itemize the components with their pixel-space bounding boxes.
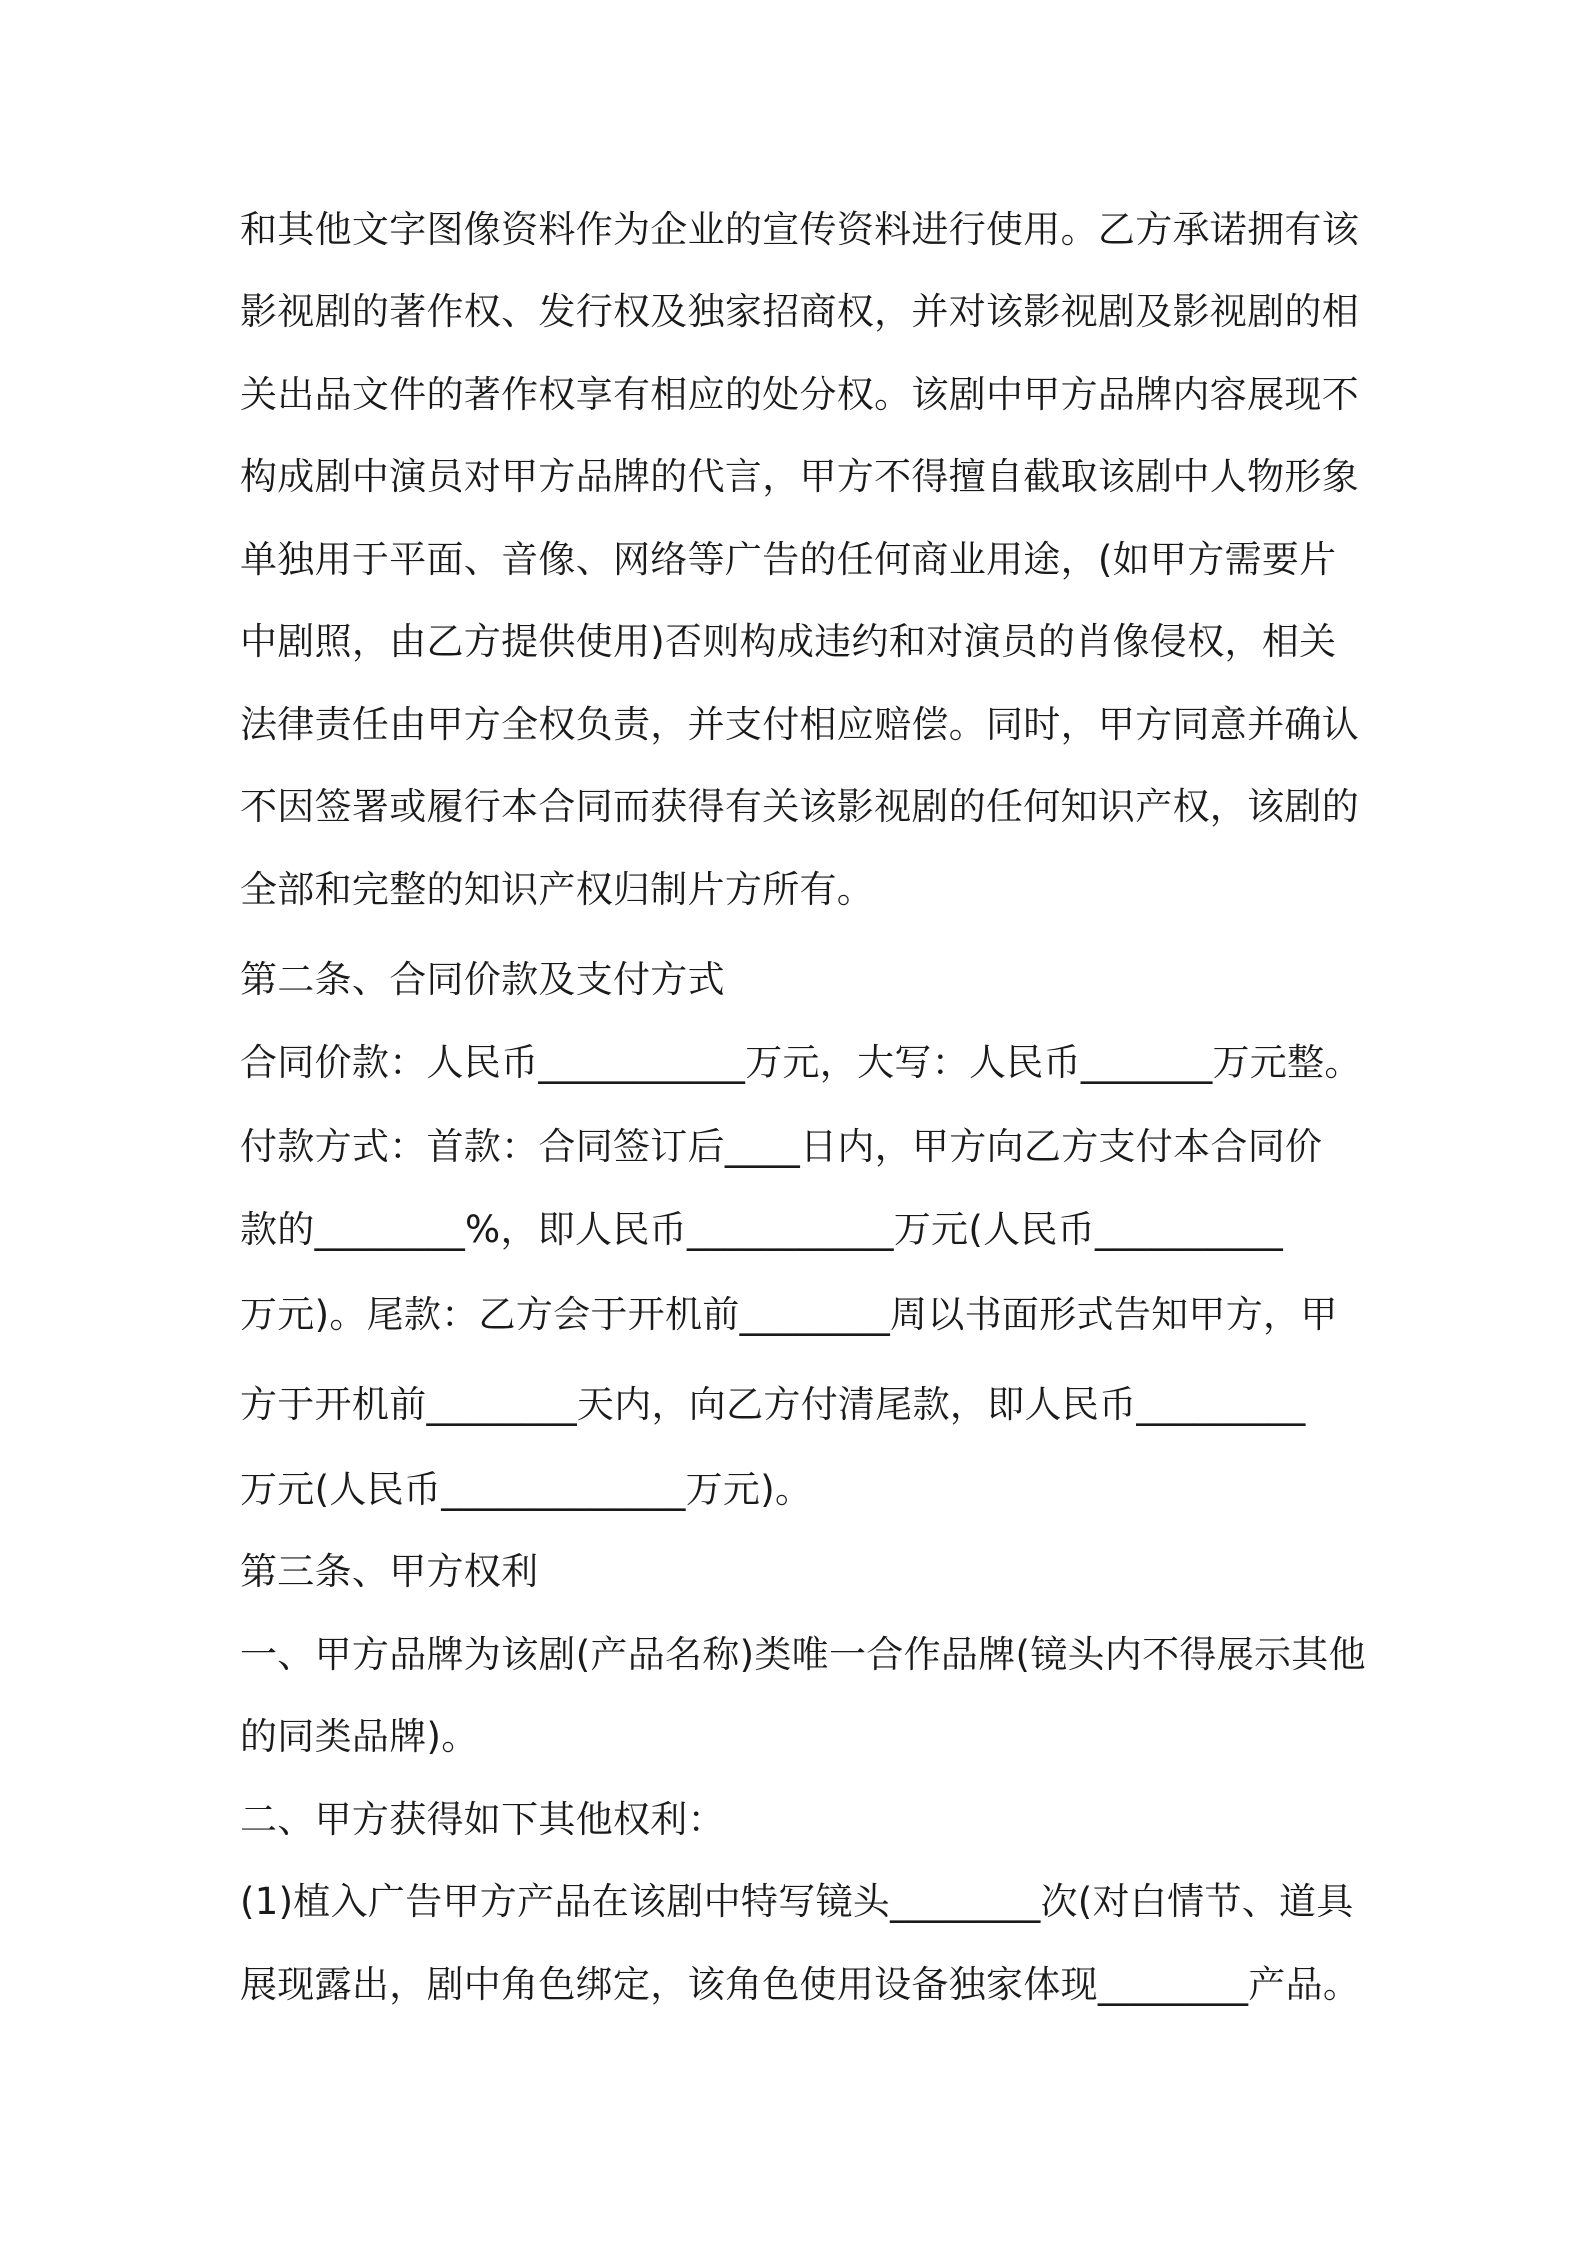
text-line: 付款方式：首款：合同签订后____日内，甲方向乙方支付本合同价 [240, 1125, 1323, 1168]
text-line: 款的________%，即人民币___________万元(人民币__________ [240, 1208, 1283, 1251]
section-heading: 第三条、甲方权利 [240, 1550, 539, 1593]
text-line: 和其他文字图像资料作为企业的宣传资料进行使用。乙方承诺拥有该 [240, 208, 1359, 251]
text-line: 的同类品牌)。 [240, 1715, 479, 1758]
text-line: (1)植入广告甲方产品在该剧中特写镜头________次(对白情节、道具 [240, 1880, 1354, 1923]
text-line: 一、甲方品牌为该剧(产品名称)类唯一合作品牌(镜头内不得展示其他 [240, 1633, 1366, 1676]
text-line: 万元)。尾款：乙方会于开机前________周以书面形式告知甲方，甲 [240, 1293, 1338, 1336]
text-line: 二、甲方获得如下其他权利： [240, 1798, 725, 1841]
text-line: 合同价款：人民币___________万元，大写：人民币_______万元整。 [240, 1041, 1362, 1084]
text-line: 法律责任由甲方全权负责，并支付相应赔偿。同时，甲方同意并确认 [240, 703, 1359, 746]
section-heading: 第二条、合同价款及支付方式 [240, 958, 725, 1001]
text-line: 方于开机前________天内，向乙方付清尾款，即人民币_________ [240, 1383, 1306, 1426]
text-line: 全部和完整的知识产权归制片方所有。 [240, 868, 875, 911]
text-line: 影视剧的著作权、发行权及独家招商权，并对该影视剧及影视剧的相 [240, 290, 1359, 333]
text-line: 不因签署或履行本合同而获得有关该影视剧的任何知识产权，该剧的 [240, 785, 1359, 828]
text-line: 构成剧中演员对甲方品牌的代言，甲方不得擅自截取该剧中人物形象 [240, 455, 1359, 498]
text-line: 单独用于平面、音像、网络等广告的任何商业用途，(如甲方需要片 [240, 538, 1337, 581]
text-line: 万元(人民币_____________万元)。 [240, 1468, 813, 1511]
text-line: 关出品文件的著作权享有相应的处分权。该剧中甲方品牌内容展现不 [240, 373, 1359, 416]
text-line: 展现露出，剧中角色绑定，该角色使用设备独家体现________产品。 [240, 1963, 1361, 2006]
text-line: 中剧照，由乙方提供使用)否则构成违约和对演员的肖像侵权，相关 [240, 620, 1337, 663]
